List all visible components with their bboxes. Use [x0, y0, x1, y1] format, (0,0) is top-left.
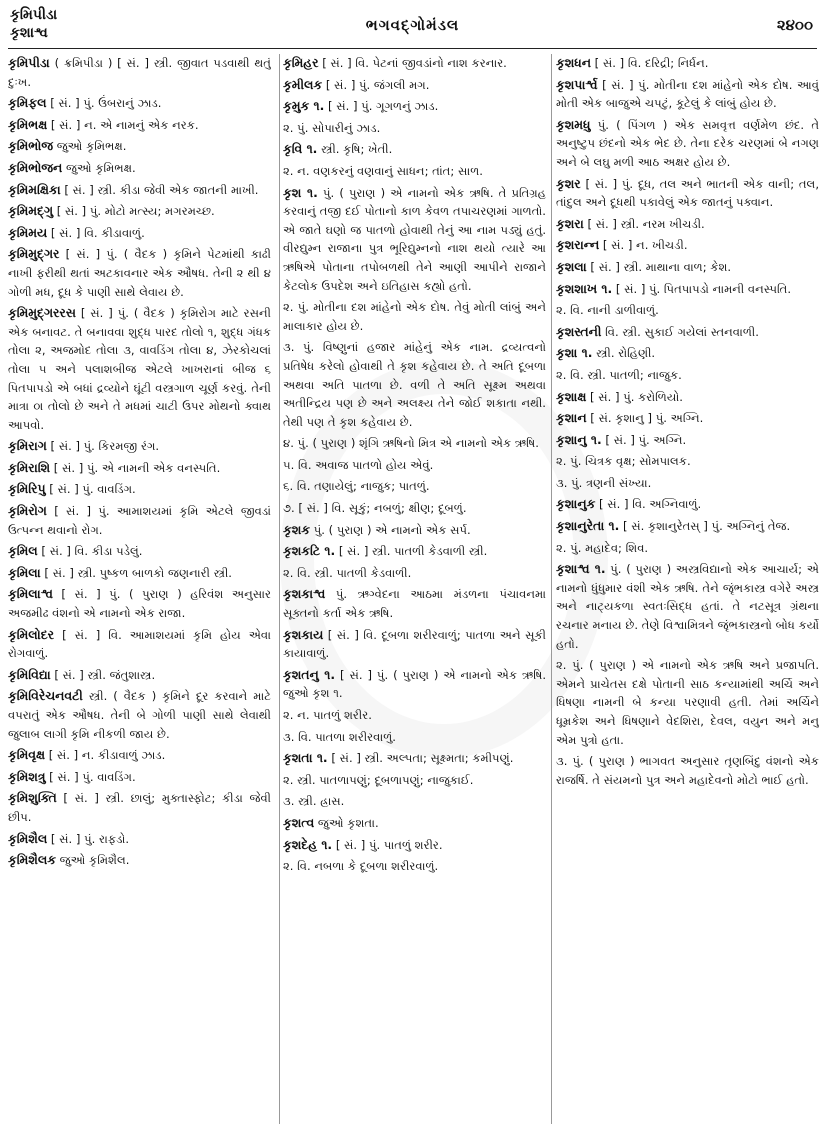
headword: કૃમિમય [8, 224, 48, 240]
definition-text: [ સં. ] પું. એ નામની એક વનસ્પતિ. [53, 460, 221, 475]
headword: કૃમિવિદ્યા [8, 666, 51, 682]
dictionary-entry [556, 236, 819, 255]
definition-text: [ સં. ] પું. ( વૈદક ) કૃમિને પેટમાંથી કાઢી નાખી ફરીથી થતાં અટકાવનાર એક ઔષધ. તેની ૨ થી ૪ ગોળી મધ, દૂધ કે પાણી સાથે લેવાય છે. [8, 247, 271, 299]
headword: કૃમિફલ [8, 95, 47, 111]
dictionary-entry [8, 789, 271, 826]
definition-text: ૫. વિ. અવાજ પાતળો હોય એવું. [283, 457, 434, 472]
sense-line [556, 366, 819, 385]
definition-text: ૨. ન. વણકરનું વણવાનું સાધન; તાંત; સાળ. [283, 163, 483, 178]
definition-text: ૨. પું. સોપારીનું ઝાડ. [283, 120, 381, 135]
dictionary-entry [556, 517, 819, 536]
sense-line [283, 792, 546, 811]
entries-area [8, 54, 820, 1129]
dictionary-entry [283, 542, 546, 561]
headword: કૃમિશૈલક [8, 852, 56, 868]
guide-word-last: કૃશાશ્વ [10, 25, 48, 41]
dictionary-entry [8, 480, 271, 499]
headword: કૃશર [556, 175, 581, 191]
sense-line [556, 656, 819, 749]
headword: કૃશાશ્વ ૧. [556, 561, 606, 577]
headword: કૃશક [283, 521, 311, 537]
dictionary-entry [556, 495, 819, 514]
dictionary-entry [8, 159, 271, 178]
column-left [8, 54, 271, 1129]
definition-text: [ સં. ] પું. મોટો મત્સ્ય; મગરમચ્છ. [56, 204, 215, 219]
headword: કૃમિભોજન [8, 159, 63, 175]
definition-text: [ સં. ] સ્ત્રી. જંતુશાસ્ત્ર. [54, 667, 156, 682]
dictionary-entry [8, 830, 271, 849]
definition-text: ૭. [ સં. ] વિ. સૂકું; નબળું; ક્ષીણ; દૂબળું. [283, 501, 467, 516]
dictionary-entry [8, 585, 271, 622]
dictionary-entry [283, 749, 546, 768]
dictionary-entry [556, 409, 819, 428]
headword: કૃમિમુદ્ગર [8, 246, 60, 262]
definition-text: [ સં. ] પું. પિતપાપડો નામની વનસ્પતિ. [615, 281, 792, 296]
dictionary-entry [8, 116, 271, 135]
definition-text: જુઓ કૃમિભક્ષ. [56, 139, 127, 154]
dictionary-entry [283, 521, 546, 540]
definition-text: પું. ( પિંગળ ) એક સમવૃત્ત વર્ણમેળ છંદ. તે અનુષ્ટુપ છંદનો એક ભેદ છે. તેના દરેક ચરણમાં બે નગણ અને બે લઘુ મળી આઠ અક્ષર હોય છે. [556, 117, 819, 169]
definition-text: પું. ( પુરાણ ) અસ્ત્રવિદ્યાનો એક આચાર્ય; એ નામનો ધુંધુમાર વંશી એક ઋષિ. તેને જૃંભકાસ્ત્ર વગેરે અસ્ત્ર અને નાટ્યકળા સ્વતઃસિદ્ધ હતાં. તે નટસૂત્ર ગ્રંથના રચનાર મનાય છે. તેણે વિશ્વામિત્રને જૃંભકાસ્ત્રનો બોધ કર્યો હતો. [556, 562, 819, 651]
definition-text: [ સં. ] સ્ત્રી. અલ્પતા; સૂક્ષ્મતા; કમીપણું. [331, 751, 514, 766]
definition-text: [ સં. ] પું. ઉંબરાનું ઝાડ. [50, 96, 162, 111]
headword: કૃશ ૧. [283, 184, 318, 200]
definition-text: ૩. સ્ત્રી. હ્રાસ. [283, 794, 345, 809]
sense-line [283, 564, 546, 583]
headword: કૃશત્વ [283, 814, 315, 830]
headword: કૃમિવૃક્ષ [8, 747, 46, 763]
sense-line [283, 434, 546, 453]
dictionary-entry [8, 502, 271, 539]
definition-text: ૩. પું. ત્રણની સંખ્યા. [556, 475, 652, 490]
dictionary-entry [283, 626, 546, 663]
headword: કૃમિહર [283, 55, 319, 70]
definition-text: [ સં. ] પું. પાતળું શરીર. [335, 837, 443, 852]
definition-text: [ સં. ] સ્ત્રી. માથાના વાળ; કેશ. [590, 259, 732, 274]
headword: કૃમિરાશિ [8, 459, 51, 475]
headword: કૃમિભક્ષ [8, 116, 48, 132]
dictionary-entry [8, 181, 271, 200]
sense-line [556, 452, 819, 471]
dictionary-entry [8, 851, 271, 870]
definition-text: [ સં. ] ન. કીડાવાળું ઝાડ. [48, 748, 166, 763]
definition-text: ૨. વિ. નાની ડાળીવાળું. [556, 303, 659, 318]
headword: કૃશલા [556, 258, 587, 274]
headword: કૃશકાય [283, 626, 324, 642]
headword: કૃવિ ૧. [283, 141, 318, 157]
dictionary-entry [8, 666, 271, 685]
sense-line [283, 477, 546, 496]
headword: કૃમિમુદ્ગરરસ [8, 305, 76, 321]
headword: કૃમિભોજ [8, 138, 54, 154]
sense-line [283, 119, 546, 138]
headword: કૃશપાર્શ્વ [556, 76, 598, 92]
definition-text: [ સં. ] પું. કિરમજી રંગ. [50, 439, 160, 454]
definition-text: જુઓ કૃશતા. [317, 815, 379, 830]
dictionary-entry [556, 258, 819, 277]
definition-text: [ સં. ] પું. અગ્નિ. [605, 432, 687, 447]
definition-text: ૨. પું. ( પુરાણ ) એ નામનો એક ઋષિ અને પ્રજાપતિ. એમને પ્રાચેતસ દક્ષે પોતાની સાઠ કન્યામાંથી અર્ચિ અને ધિષણા નામની બે કન્યા પરણાવી હતી. તેમાં અર્ચિને ધૂમ્રકેશ અને ધિષણાને વેદશિરા, દેવલ, વયુન અને મનુ એમ પુત્રો હતા. [556, 658, 819, 747]
headword: કૃમિલોદર [8, 626, 55, 642]
dictionary-entry [8, 746, 271, 765]
definition-text: સ્ત્રી. ( વૈદક ) કૃમિને દૂર કરવાને માટે વપરાતું એક ઔષધ. તેની બે ગોળી પાણી સાથે લેવાથી જુલાબ લાગી કૃમિ નીકળી જાય છે. [8, 689, 271, 741]
headword: કૃમિશુક્તિ [8, 790, 57, 806]
dictionary-entry [283, 666, 546, 703]
headword: કૃમિલા [8, 564, 41, 580]
definition-text: [ સં. ] પું. મોતીના દશ માંહેનો એક દોષ. આવું મોતી એક બાજુએ ચપટું, કૂટેલું કે લાંબું હોય છે. [556, 77, 819, 111]
headword: કૃશાનુક [556, 496, 596, 512]
sense-line [283, 162, 546, 181]
definition-text: ૬. વિ. તણાયેલું; નાજુક; પાતળું. [283, 479, 430, 494]
headword: કૃમુક ૧. [283, 98, 325, 114]
dictionary-entry [8, 626, 271, 663]
dictionary-entry [8, 768, 271, 787]
headword: કૃશાનુ ૧. [556, 431, 602, 447]
column-middle [283, 54, 546, 1129]
headword: કૃમિશૈલ [8, 830, 48, 846]
definition-text: [ સં. ] પું. કરોળિયો. [590, 389, 683, 404]
sense-line [283, 728, 546, 747]
definition-text: [ સં. ] પું. ( પુરાણ ) એ નામનો એક ઋષિ. જુઓ કૃશ ૧. [283, 667, 546, 701]
definition-text: [ સં. ] સ્ત્રી. છાલું; મુક્તાસ્ફોટ; કીડા જેવી છીપ. [8, 791, 271, 824]
definition-text: ૨. ન. પાતળું શરીર. [283, 708, 372, 722]
dictionary-entry [8, 54, 271, 91]
definition-text: ૨. પું. ચિત્રક વૃક્ષ; સોમપાલક. [556, 454, 691, 469]
definition-text: [ સં. ] વિ. અગ્નિવાળું. [599, 497, 702, 512]
definition-text: [ સં. ] ન. ખીચડી. [602, 238, 688, 253]
definition-text: ૨. વિ. નબળા કે દૂબળા શરીરવાળું. [283, 859, 439, 874]
page-number: ૨૪૦૦ [776, 16, 813, 34]
headword: કૃશદેહ ૧. [283, 836, 333, 852]
headword: કૃશસ્તની [556, 323, 602, 339]
dictionary-entry [556, 76, 819, 113]
dictionary-entry [556, 215, 819, 234]
definition-text: [ સં. ] વિ. પેટનાં જીવડાંનો નાશ કરનાર. [322, 56, 507, 70]
sense-line [283, 771, 546, 790]
headword: કૃશાક્ષ [556, 388, 587, 404]
dictionary-entry [556, 431, 819, 450]
sense-line [556, 474, 819, 493]
dictionary-entry [8, 304, 271, 434]
definition-text: [ સં. ] પું. વાવડિંગ. [49, 482, 136, 497]
definition-text: [ સં. કૃશાનુરેતસ્ ] પું. અગ્નિનું તેજ. [623, 519, 791, 534]
dictionary-entry [8, 202, 271, 221]
definition-text: ૨. પું. મોતીના દશ માંહેનો એક દોષ. તેવું મોતી લાંબું અને માલાકાર હોય છે. [283, 300, 546, 333]
header-rule [8, 48, 817, 49]
definition-text: ૩. વિ. પાતળા શરીરવાળું. [283, 729, 396, 744]
definition-text: જુઓ કૃમિભક્ષ. [65, 160, 136, 175]
sense-line [556, 752, 819, 789]
headword: કૃમિરોગ [8, 503, 47, 519]
sense-line [283, 456, 546, 475]
definition-text: ૪. પું. ( પુરાણ ) શૃંગિ ઋષિનો મિત્ર એ નામનો એક ઋષિ. [283, 436, 539, 451]
headword: કૃમિરાગ [8, 438, 47, 454]
sense-line [283, 857, 546, 876]
column-right [556, 54, 819, 1129]
dictionary-entry [8, 137, 271, 156]
definition-text: સ્ત્રી. રોહિણી. [596, 346, 656, 361]
definition-text: [ સં. ] સ્ત્રી. પુષ્કળ બાળકો જણનારી સ્ત્રી. [44, 565, 232, 580]
definition-text: જુઓ કૃમિશૈલ. [59, 853, 130, 868]
definition-text: [ સં. ] વિ. આમાશયમાં કૃમિ હોય એવા રોગવાળું. [8, 627, 271, 661]
sense-line [556, 539, 819, 558]
dictionary-entry [8, 224, 271, 243]
headword: કૃશશાખ ૧. [556, 280, 613, 296]
definition-text: [ સં. ] પું. જંગલી મગ. [325, 77, 430, 92]
dictionary-entry [8, 94, 271, 113]
definition-text: પું. ( પુરાણ ) એ નામનો એક સર્પ. [313, 522, 471, 537]
guide-word-first: કૃમિપીડા [10, 7, 58, 23]
dictionary-entry [283, 54, 546, 73]
dictionary-entry [283, 140, 546, 159]
dictionary-entry [556, 388, 819, 407]
dictionary-entry [8, 687, 271, 743]
definition-text: [ સં. ] વિ. દરિદ્રી; નિર્ધન. [594, 56, 709, 70]
definition-text: [ સં. ] ન. એ નામનું એક નરક. [50, 117, 199, 132]
headword: કૃમીલક [283, 76, 323, 92]
definition-text: [ સં. ] પું. દૂધ, તલ અને ભાતની એક વાની; તલ, તાંદુલ અને દૂધથી પકાવેલું એક જાતનું પક્વાન. [556, 176, 819, 210]
headword: કૃશરાન્ન [556, 237, 600, 253]
headword: કૃમિલ [8, 543, 38, 559]
definition-text: [ સં. ] પું. ( પુરાણ ) હરિવંશ અનુસાર અજમીઢ વંશનો એ નામનો એક રાજા. [8, 587, 271, 621]
definition-text: ૨. વિ. સ્ત્રી. પાતળી કેડવાળી. [283, 565, 412, 580]
headword: કૃમિરિપુ [8, 481, 46, 497]
dictionary-entry [283, 585, 546, 622]
dictionary-entry [8, 245, 271, 301]
dictionary-entry [283, 184, 546, 296]
definition-text: પું. ઋગ્વેદના આઠમા મંડળના પંચાવનમા સૂક્તનો કર્તા એક ઋષિ. [283, 587, 546, 621]
definition-text: [ સં. કૃશાનુ ] પું. અગ્નિ. [590, 411, 704, 426]
headword: કૃમિમક્ષિકા [8, 181, 61, 197]
definition-text: ૩. પું. વિષ્ણુનાં હજાર માંહેનું એક નામ. દ્રવ્યત્વનો પ્રતિષેધ કરેલો હોવાથી તે કૃશ કહેવાય છે. તે અતિ દૂબળા અથવા અતિ પાતળા છે. વળી તે અતિ સૂક્ષ્મ અથવા અતીન્દ્રિય પણ છે અને અલક્ષ્ય તેને જોઈ શકાતા નથી. તેથી પણ તે કૃશ કહેવાય છે. [283, 340, 546, 429]
dictionary-entry [556, 175, 819, 212]
definition-text: [ સં. ] પું. રાફડો. [50, 831, 130, 846]
dictionary-entry [8, 542, 271, 561]
definition-text: [ સં. ] પું. આમાશયમાં કૃમિ એટલે જીવડાં ઉત્પન્ન થવાનો રોગ. [8, 504, 271, 537]
sense-line [283, 338, 546, 431]
sense-line [283, 499, 546, 518]
definition-text: વિ. સ્ત્રી. સુકાઈ ગયેલાં સ્તનવાળી. [605, 324, 759, 339]
running-title: ભગવદ્ગોમંડલ [365, 16, 460, 34]
headword: કૃશરા [556, 215, 584, 231]
dictionary-entry [556, 116, 819, 172]
definition-text: [ સં. ] સ્ત્રી. નરમ ખીચડી. [587, 216, 705, 231]
definition-text: [ સં. ] પું. વાવડિંગ. [49, 769, 136, 784]
definition-text: પું. ( પુરાણ ) એ નામનો એક ઋષિ. તે પ્રતિગ્રહ કરવાનું તજી દઈ પોતાનો કાળ કેવળ તપાચરણમાં ગાળતો. એ જાતે ઘણો જ પાતળો હોવાથી તેનું આ નામ પડ્યું હતું. વીરદ્યુમ્ન રાજાના પુત્ર ભૂરિદ્યુમ્નનો નાશ થયો ત્યારે આ ઋષિએ પોતાના તપોબળથી તેને આણી આપીને રાજાને કેટલોક ઉપદેશ અને ઇતિહાસ કહ્યો હતો. [283, 185, 546, 293]
dictionary-entry [556, 560, 819, 653]
dictionary-entry [283, 836, 546, 855]
dictionary-entry [8, 437, 271, 456]
headword: કૃશધન [556, 55, 591, 70]
headword: કૃમિપીડા [8, 55, 50, 70]
dictionary-entry [283, 814, 546, 833]
dictionary-entry [556, 323, 819, 342]
definition-text: ૨. વિ. સ્ત્રી. પાતળી; નાજુક. [556, 367, 682, 382]
headword: કૃશા ૧. [556, 345, 593, 361]
headword: કૃશકટિ ૧. [283, 543, 336, 559]
dictionary-entry [283, 76, 546, 95]
dictionary-entry [8, 564, 271, 583]
definition-text: ૨. પું. મહાદેવ; શિવ. [556, 540, 649, 555]
definition-text: ૨. સ્ત્રી. પાતળાપણું; દૂબળાપણું; નાજુકાઈ. [283, 772, 474, 787]
sense-line [283, 298, 546, 335]
headword: કૃશાન [556, 410, 587, 426]
dictionary-entry [8, 459, 271, 478]
headword: કૃશમધુ [556, 116, 591, 132]
definition-text: [ સં. ] વિ. કીડાવાળું. [50, 225, 145, 240]
definition-text: [ સં. ] વિ. કીડા પડેલું. [41, 544, 143, 559]
definition-text: ( ક્રમિપીડા ) [ સં. ] સ્ત્રી. જીવાત પડવાથી થતું દુઃખ. [8, 56, 271, 89]
definition-text: [ સં. ] પું. ગૂગળનું ઝાડ. [328, 99, 439, 114]
dictionary-entry [556, 54, 819, 73]
definition-text: [ સં. ] વિ. દૂબળા શરીરવાળું; પાતળા અને સૂકી કાયાવાળું. [283, 627, 546, 661]
dictionary-entry [556, 344, 819, 363]
dictionary-entry [556, 280, 819, 299]
definition-text: [ સં. ] પું. ( વૈદક ) કૃમિરોગ માટે રસની એક બનાવટ. તે બનાવવા શુદ્ધ પારદ તોલો ૧, શુદ્ધ ગંધક તોલા ૨, અજમોદ તોલા ૩, વાવડિંગ તોલા ૪, ઝેરકોચલાં તોલા ૫ અને પલાશબીજ એટલે ખાખરાનાં બીજ ૬ પિતપાપડો એ બધાં દ્રવ્યોને ઘૂંટી વસ્ત્રગાળ ચૂર્ણ કરવું. તેની માત્રા ૦। તોલો છે અને તે મધમાં ચાટી ઉપર મોથનો ક્વાથ આપવો. [8, 306, 271, 432]
headword: કૃમિશત્રુ [8, 768, 46, 784]
headword: કૃમિવિરેચનવટી [8, 688, 83, 704]
definition-text: [ સં. ] સ્ત્રી. પાતળી કેડવાળી સ્ત્રી. [338, 544, 488, 559]
headword: કૃશકાશ્વ [283, 586, 326, 602]
headword: કૃમિમદ્ગુ [8, 203, 54, 219]
sense-line [283, 706, 546, 725]
definition-text: ૩. પું. ( પુરાણ ) ભાગવત અનુસાર તૃણબિંદુ વંશનો એક રાજર્ષિ. તે સંયમનો પુત્ર અને મહાદેવનો મોટો ભાઈ હતો. [556, 754, 819, 787]
dictionary-entry [283, 97, 546, 116]
headword: કૃમિલાશ્વ [8, 586, 53, 602]
sense-line [556, 301, 819, 320]
headword: કૃશતા ૧. [283, 750, 328, 766]
definition-text: [ સં. ] સ્ત્રી. કીડા જેવી એક જાતની માખી. [64, 182, 259, 197]
definition-text: સ્ત્રી. કૃષિ; ખેતી. [321, 142, 393, 157]
headword: કૃશાનુરેતા ૧. [556, 518, 620, 534]
headword: કૃશતનુ ૧. [283, 666, 336, 682]
